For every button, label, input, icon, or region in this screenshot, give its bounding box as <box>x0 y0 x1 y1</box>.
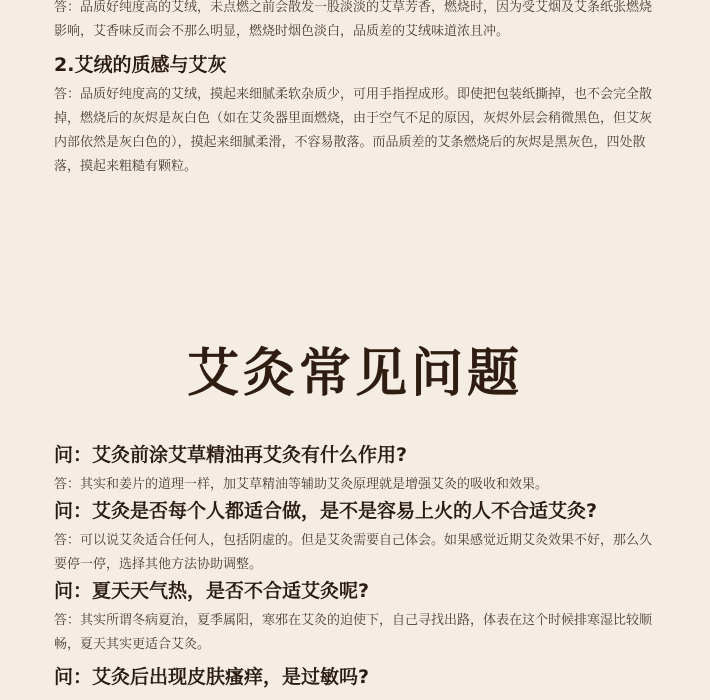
faq-question: 问：艾灸前涂艾草精油再艾灸有什么作用? <box>54 444 408 466</box>
faq-item <box>54 497 664 577</box>
faq-answer: 答：其实所谓冬病夏治，夏季属阳，寒邪在艾灸的迫使下，自己寻找出路，体表在这个时候排寒湿比较顺畅，夏天其实更适合艾灸。 <box>54 613 653 652</box>
faq-answer: 答：可以说艾灸适合任何人，包括阴虚的。但是艾灸需要自己体会。如果感觉近期艾灸效果不好，那么久要停一停，选择其他方法协助调整。 <box>54 533 653 572</box>
faq-question: 问：艾灸是否每个人都适合做，是不是容易上火的人不合适艾灸? <box>54 500 598 522</box>
section-title-texture: 2.艾绒的质感与艾灰 <box>54 54 227 76</box>
faq-answer: 答：其实和姜片的道理一样，加艾草精油等辅助艾灸原理就是增强艾灸的吸收和效果。 <box>54 477 549 492</box>
faq-item <box>54 663 664 691</box>
faq-question: 问：艾灸后出现皮肤瘙痒，是过敏吗? <box>54 666 370 688</box>
top-content <box>54 0 664 179</box>
answer-aroma: 答：品质好纯度高的艾绒，未点燃之前会散发一股淡淡的艾草芳香，燃烧时，因为受艾烟及艾条纸张燃烧影响，艾香味反而会不那么明显，燃烧时烟色淡白，品质差的艾绒味道浓且冲。 <box>54 0 653 39</box>
faq-list <box>54 441 664 691</box>
answer-texture: 答：品质好纯度高的艾绒，摸起来细腻柔软杂质少，可用手指捏成形。即使把包装纸撕掉，也不会完全散掉，燃烧后的灰烬是灰白色（如在艾灸器里面燃烧，由于空气不足的原因，灰烬外层会稍微黑色，但艾灰内部依然是灰白色的），摸起来细腻柔滑，不容易散落。而品质差的艾条燃烧后的灰烬是黑灰色，四处散落，摸起来粗糙有颗粒。 <box>54 87 653 174</box>
faq-item <box>54 577 664 657</box>
faq-question: 问：夏天天气热，是否不合适艾灸呢? <box>54 580 370 602</box>
faq-heading: 艾灸常见问题 <box>186 343 523 404</box>
faq-item <box>54 441 664 497</box>
